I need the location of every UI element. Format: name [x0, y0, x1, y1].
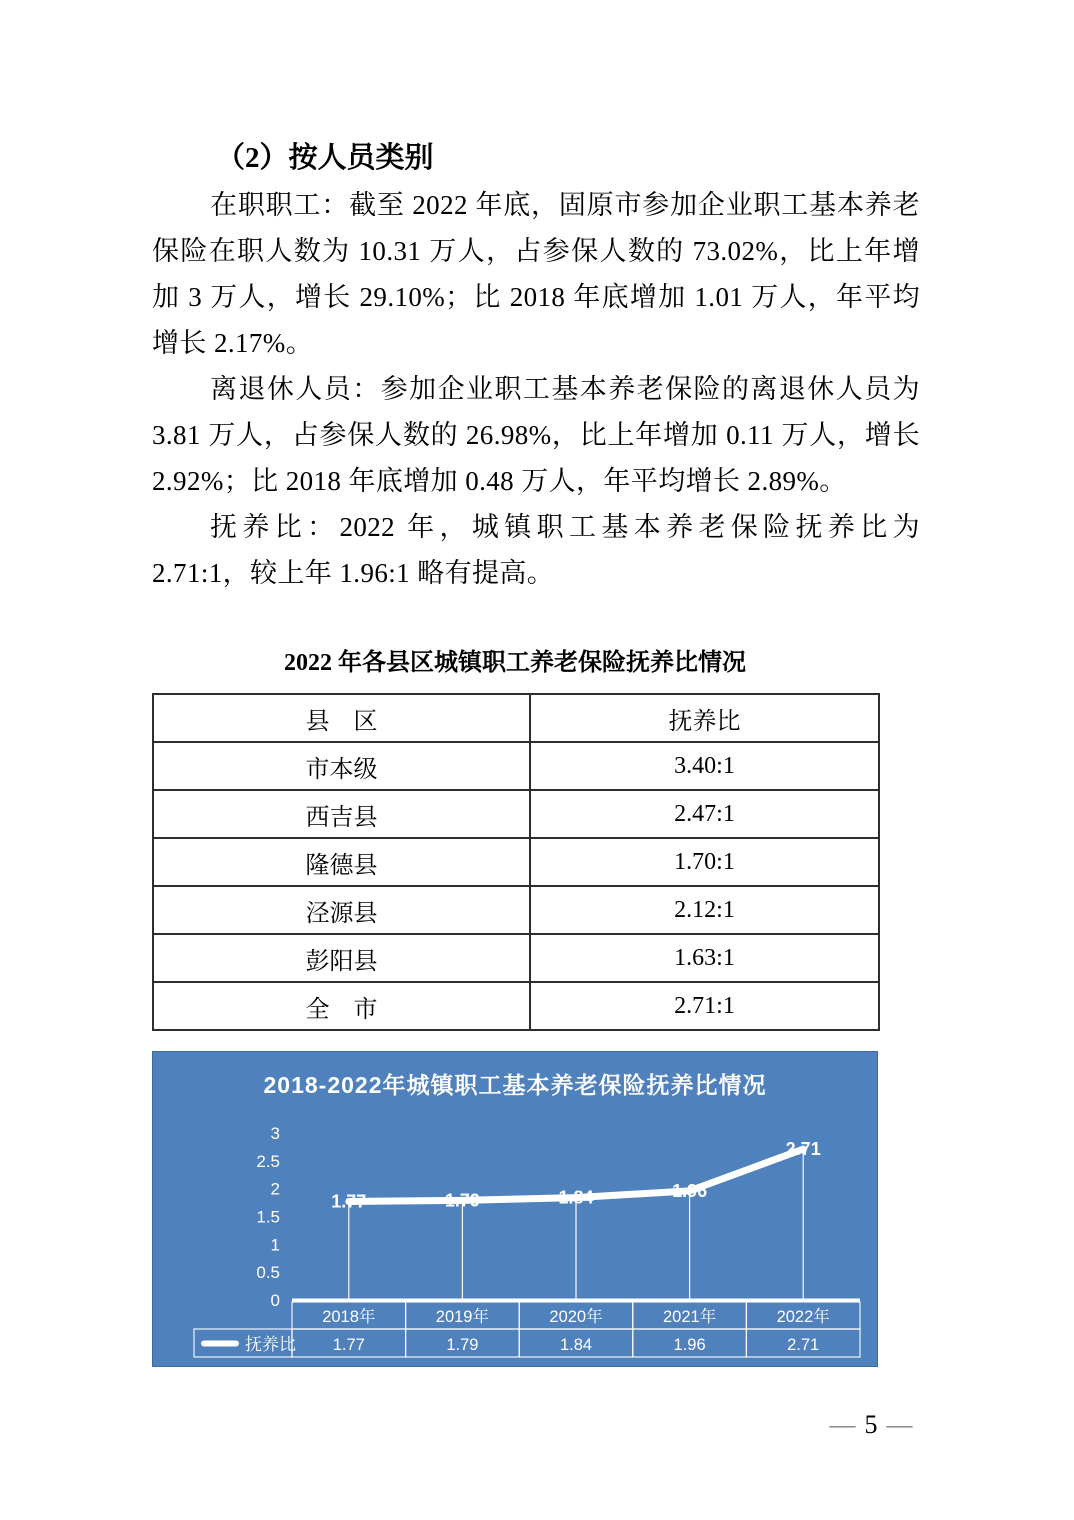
- section-heading: （2）按人员类别: [216, 142, 434, 174]
- table-row: [153, 742, 879, 790]
- chart-ytick-label: 2: [270, 1179, 280, 1199]
- ratio-cell: 2.12:1: [530, 886, 879, 934]
- chart-table-value: 1.96: [673, 1336, 706, 1354]
- legend-line-icon: [201, 1341, 239, 1347]
- chart-canvas: [153, 1052, 877, 1366]
- chart-ytick-label: 1: [270, 1235, 280, 1255]
- table-row: [153, 790, 879, 838]
- chart-category-label: 2021年: [662, 1308, 717, 1326]
- county-cell: 泾源县: [153, 886, 530, 934]
- chart-data-label: 1.79: [444, 1190, 480, 1211]
- ratio-cell: 1.70:1: [530, 838, 879, 886]
- chart-category-label: 2020年: [549, 1308, 603, 1326]
- chart-table-value: 2.71: [787, 1336, 820, 1354]
- chart-category-label: 2018年: [322, 1308, 376, 1326]
- county-cell: 全 市: [153, 982, 530, 1030]
- chart-table-value: 1.77: [332, 1336, 365, 1354]
- chart-ytick-label: 3: [270, 1124, 280, 1143]
- chart-ytick-label: 2.5: [256, 1151, 280, 1171]
- table-title: 2022 年各县区城镇职工养老保险抚养比情况: [284, 650, 746, 676]
- ratio-cell: 2.71:1: [530, 982, 879, 1030]
- ratio-cell: 2.47:1: [530, 790, 879, 838]
- chart-legend-label: 抚养比: [245, 1335, 296, 1354]
- county-table-body: [153, 742, 879, 1030]
- table-header-row: [153, 694, 879, 742]
- table-row: [153, 934, 879, 982]
- chart-ytick-label: 0.5: [256, 1263, 280, 1283]
- paragraph-dependency-ratio: 抚养比：2022 年，城镇职工基本养老保险抚养比为 2.71:1，较上年 1.96:1 略有提高。: [152, 512, 920, 588]
- footer-dash-left: —: [829, 1410, 856, 1439]
- county-cell: 隆德县: [153, 838, 530, 886]
- chart-data-label: 2.71: [785, 1139, 821, 1160]
- dependency-ratio-table: [152, 693, 880, 1031]
- table-row: [153, 886, 879, 934]
- table-row: [153, 982, 879, 1030]
- county-cell: 市本级: [153, 742, 530, 790]
- chart-table-value: 1.84: [559, 1336, 593, 1354]
- column-header-ratio: 抚养比: [530, 694, 879, 742]
- chart-data-label: 1.84: [558, 1187, 594, 1208]
- chart-ytick-label: 0: [270, 1291, 280, 1310]
- chart-table-value: 1.79: [446, 1336, 479, 1354]
- chart-category-label: 2022年: [776, 1308, 830, 1326]
- chart-data-label: 1.77: [331, 1191, 367, 1212]
- column-header-county: 县 区: [153, 694, 530, 742]
- page-content: [152, 0, 920, 1367]
- dependency-ratio-chart: [152, 1051, 878, 1367]
- chart-category-label: 2019年: [435, 1308, 490, 1326]
- ratio-cell: 3.40:1: [530, 742, 879, 790]
- county-cell: 西吉县: [153, 790, 530, 838]
- footer-dash-right: —: [886, 1410, 913, 1439]
- paragraph-active-employees: 在职职工：截至 2022 年底，固原市参加企业职工基本养老保险在职人数为 10.31 万人，占参保人数的 73.02%，比上年增加 3 万人，增长 29.10%；比 2018 年底增加 1.01 万人，年平均增长 2.17%。: [152, 190, 920, 358]
- ratio-cell: 1.63:1: [530, 934, 879, 982]
- chart-data-label: 1.96: [672, 1180, 708, 1201]
- chart-ytick-label: 1.5: [256, 1207, 280, 1227]
- county-cell: 彭阳县: [153, 934, 530, 982]
- page-number: 5: [864, 1410, 878, 1439]
- paragraph-retirees: 离退休人员：参加企业职工基本养老保险的离退休人员为 3.81 万人，占参保人数的 26.98%，比上年增加 0.11 万人，增长 2.92%；比 2018 年底增加 0.48 万人，年平均增长 2.89%。: [152, 374, 920, 496]
- page-footer: [806, 1410, 936, 1440]
- table-row: [153, 838, 879, 886]
- chart-title: 2018-2022年城镇职工基本养老保险抚养比情况: [263, 1072, 767, 1098]
